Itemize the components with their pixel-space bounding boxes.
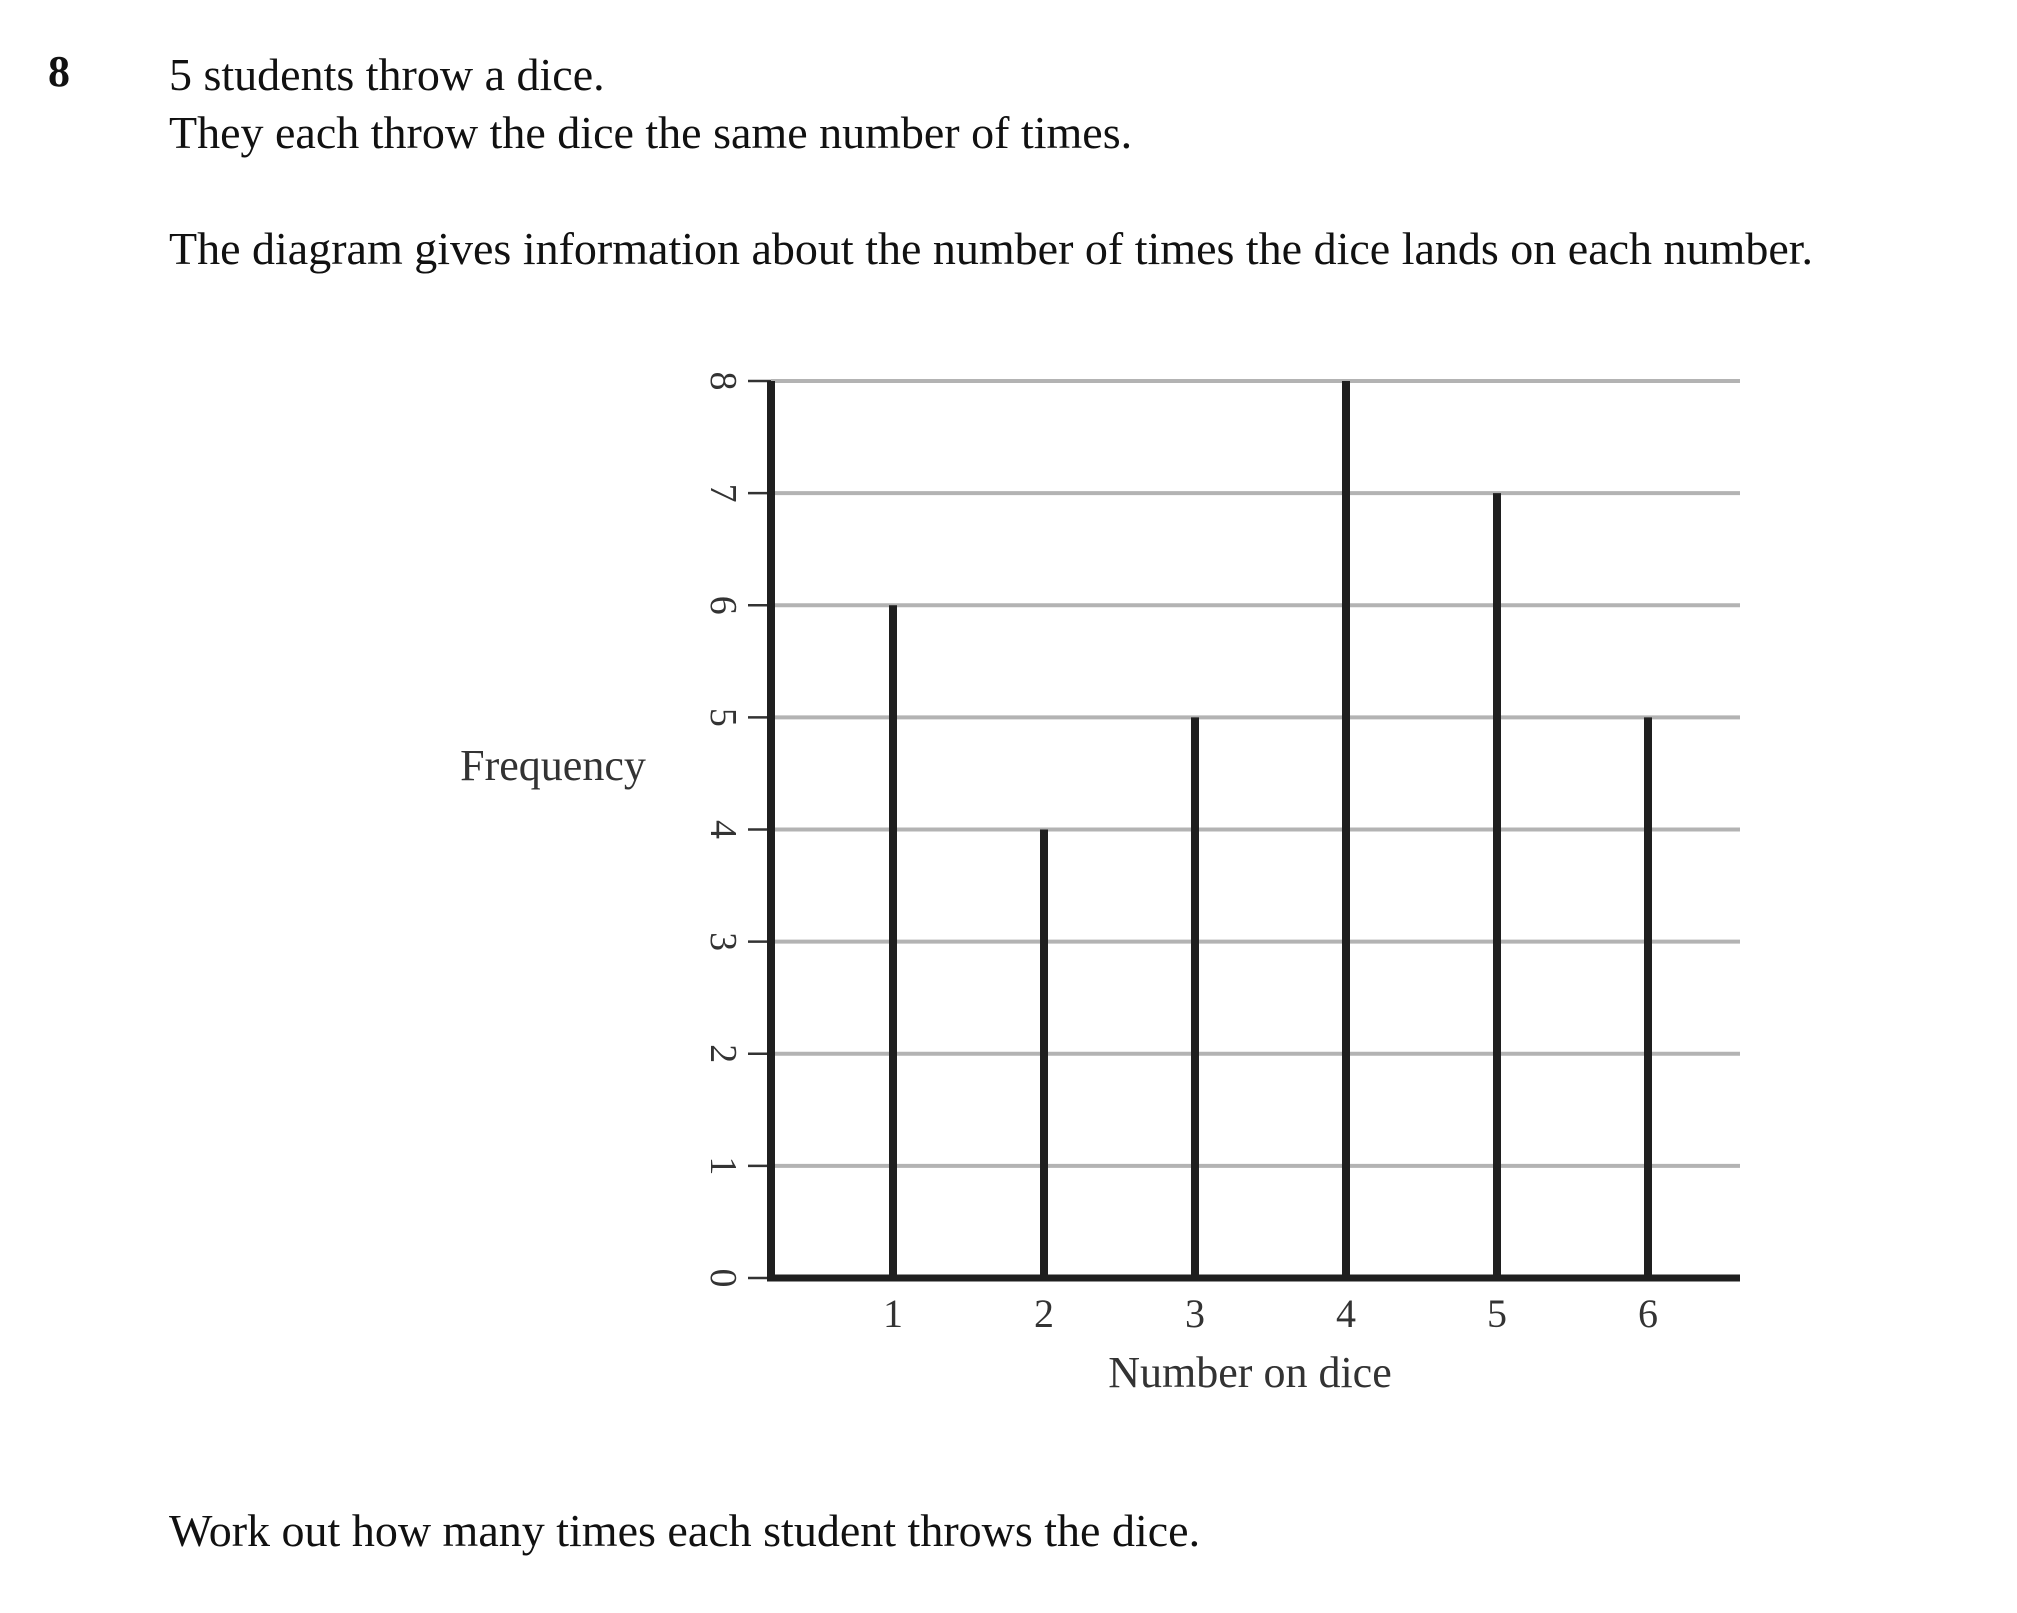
x-tick-label: 4 xyxy=(1336,1291,1356,1336)
y-tick-label: 8 xyxy=(702,371,744,391)
y-tick-label: 5 xyxy=(702,707,744,727)
x-tick-label: 6 xyxy=(1638,1291,1658,1336)
question-text-line-3: The diagram gives information about the number of times the dice lands on each number. xyxy=(169,223,1814,274)
y-tick-label: 2 xyxy=(702,1044,744,1064)
y-axis-label: Frequency xyxy=(460,741,646,790)
y-tick-label: 4 xyxy=(702,820,744,839)
question-text-line-1: 5 students throw a dice. xyxy=(169,49,605,100)
x-axis-label: Number on dice xyxy=(1108,1348,1392,1397)
y-tick-label: 7 xyxy=(702,483,744,503)
y-tick-label: 0 xyxy=(702,1268,744,1288)
question-number: 8 xyxy=(48,47,70,96)
x-tick-label: 5 xyxy=(1487,1291,1507,1336)
x-tick-label: 3 xyxy=(1185,1291,1205,1336)
x-tick-label: 1 xyxy=(883,1291,903,1336)
y-tick-label: 6 xyxy=(702,595,744,615)
grid-lines xyxy=(771,381,1740,1166)
tick-labels xyxy=(702,372,1658,1337)
question-task: Work out how many times each student throws the dice. xyxy=(169,1505,1201,1556)
question-text-line-2: They each throw the dice the same number of times. xyxy=(169,107,1133,158)
y-tick-label: 1 xyxy=(702,1156,744,1176)
y-tick-label: 3 xyxy=(702,932,744,952)
x-tick-label: 2 xyxy=(1034,1291,1054,1336)
